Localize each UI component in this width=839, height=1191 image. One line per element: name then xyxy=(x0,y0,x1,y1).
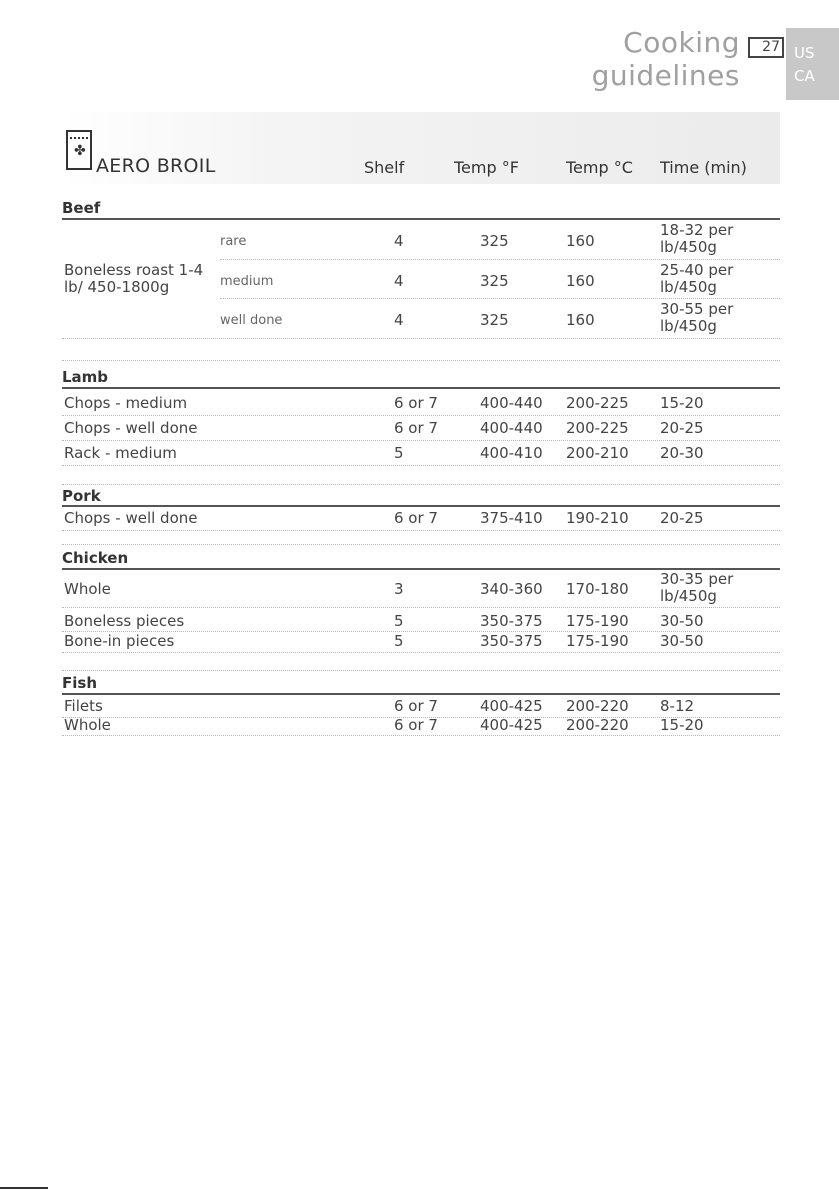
page-number: 27 xyxy=(748,37,784,58)
section-title: AERO BROIL xyxy=(96,155,216,177)
section-divider xyxy=(62,670,780,671)
lamb-temp-f: 400-410 xyxy=(480,444,543,462)
chicken-time: 30-50 xyxy=(660,632,704,650)
beef-time: 18-32 per lb/450g xyxy=(660,221,734,256)
beef-shelf: 4 xyxy=(394,232,404,250)
lamb-shelf: 6 or 7 xyxy=(394,419,438,437)
pork-time: 20-25 xyxy=(660,509,704,527)
divider xyxy=(62,387,780,389)
lamb-item: Rack - medium xyxy=(64,444,177,462)
category-lamb: Lamb xyxy=(62,368,109,386)
fan-blade-icon: ✤ xyxy=(74,143,86,159)
chicken-temp-f: 340-360 xyxy=(480,580,543,598)
section-divider xyxy=(62,484,780,485)
lamb-time: 20-25 xyxy=(660,419,704,437)
divider xyxy=(62,218,780,220)
section-divider xyxy=(62,360,780,361)
fish-temp-c: 200-220 xyxy=(566,716,629,734)
chicken-item: Whole xyxy=(64,580,111,598)
chicken-temp-c: 175-190 xyxy=(566,632,629,650)
beef-temp-c: 160 xyxy=(566,232,595,250)
column-header-time: Time (min) xyxy=(660,158,747,177)
column-header-temp-f: Temp °F xyxy=(454,158,519,177)
lamb-item: Chops - well done xyxy=(64,419,198,437)
pork-item: Chops - well done xyxy=(64,509,198,527)
fish-time: 15-20 xyxy=(660,716,704,734)
region-us: US xyxy=(794,44,815,62)
beef-shelf: 4 xyxy=(394,272,404,290)
fish-temp-f: 400-425 xyxy=(480,697,543,715)
row-divider xyxy=(62,338,780,339)
beef-time: 25-40 per lb/450g xyxy=(660,261,734,296)
category-fish: Fish xyxy=(62,674,97,692)
column-header-shelf: Shelf xyxy=(364,158,405,177)
region-ca: CA xyxy=(794,67,815,85)
footer-mark xyxy=(0,1187,48,1189)
lamb-temp-f: 400-440 xyxy=(480,394,543,412)
fish-time: 8-12 xyxy=(660,697,695,715)
chicken-temp-f: 350-375 xyxy=(480,612,543,630)
row-divider xyxy=(62,530,780,531)
fan-icon xyxy=(66,130,92,170)
lamb-temp-c: 200-225 xyxy=(566,419,629,437)
fish-item: Whole xyxy=(64,716,111,734)
fish-temp-c: 200-220 xyxy=(566,697,629,715)
region-tab xyxy=(786,28,839,100)
beef-temp-c: 160 xyxy=(566,272,595,290)
category-chicken: Chicken xyxy=(62,549,129,567)
beef-temp-c: 160 xyxy=(566,311,595,329)
category-pork: Pork xyxy=(62,487,101,505)
lamb-time: 20-30 xyxy=(660,444,704,462)
lamb-shelf: 5 xyxy=(394,444,404,462)
lamb-temp-f: 400-440 xyxy=(480,419,543,437)
divider xyxy=(62,693,780,695)
heating-element-icon xyxy=(70,133,88,139)
category-beef: Beef xyxy=(62,199,101,217)
pork-shelf: 6 or 7 xyxy=(394,509,438,527)
row-divider xyxy=(62,735,780,736)
row-divider xyxy=(62,440,780,441)
row-divider xyxy=(62,465,780,466)
lamb-shelf: 6 or 7 xyxy=(394,394,438,412)
section-divider xyxy=(62,544,780,545)
page-title: Cooking guidelines xyxy=(591,26,740,92)
fish-shelf: 6 or 7 xyxy=(394,716,438,734)
pork-temp-c: 190-210 xyxy=(566,509,629,527)
fish-temp-f: 400-425 xyxy=(480,716,543,734)
row-divider xyxy=(62,652,780,653)
beef-item-name: Boneless roast 1-4 lb/ 450-1800g xyxy=(64,261,204,296)
beef-temp-f: 325 xyxy=(480,272,509,290)
beef-doneness-medium: medium xyxy=(220,274,274,289)
pork-temp-f: 375-410 xyxy=(480,509,543,527)
chicken-temp-c: 170-180 xyxy=(566,580,629,598)
fish-item: Filets xyxy=(64,697,103,715)
lamb-temp-c: 200-225 xyxy=(566,394,629,412)
chicken-time: 30-50 xyxy=(660,612,704,630)
chicken-item: Bone-in pieces xyxy=(64,632,175,650)
chicken-shelf: 3 xyxy=(394,580,404,598)
row-divider xyxy=(220,298,780,299)
beef-time: 30-55 per lb/450g xyxy=(660,300,734,335)
beef-temp-f: 325 xyxy=(480,232,509,250)
beef-doneness-well-done: well done xyxy=(220,313,283,328)
divider xyxy=(62,505,780,507)
chicken-item: Boneless pieces xyxy=(64,612,185,630)
chicken-temp-c: 175-190 xyxy=(566,612,629,630)
beef-doneness-rare: rare xyxy=(220,234,247,249)
column-header-temp-c: Temp °C xyxy=(566,158,633,177)
row-divider xyxy=(62,607,780,608)
chicken-temp-f: 350-375 xyxy=(480,632,543,650)
chicken-time: 30-35 per lb/450g xyxy=(660,570,734,605)
row-divider xyxy=(220,259,780,260)
chicken-shelf: 5 xyxy=(394,612,404,630)
lamb-time: 15-20 xyxy=(660,394,704,412)
beef-shelf: 4 xyxy=(394,311,404,329)
chicken-shelf: 5 xyxy=(394,632,404,650)
beef-temp-f: 325 xyxy=(480,311,509,329)
lamb-temp-c: 200-210 xyxy=(566,444,629,462)
fish-shelf: 6 or 7 xyxy=(394,697,438,715)
row-divider xyxy=(62,415,780,416)
lamb-item: Chops - medium xyxy=(64,394,188,412)
